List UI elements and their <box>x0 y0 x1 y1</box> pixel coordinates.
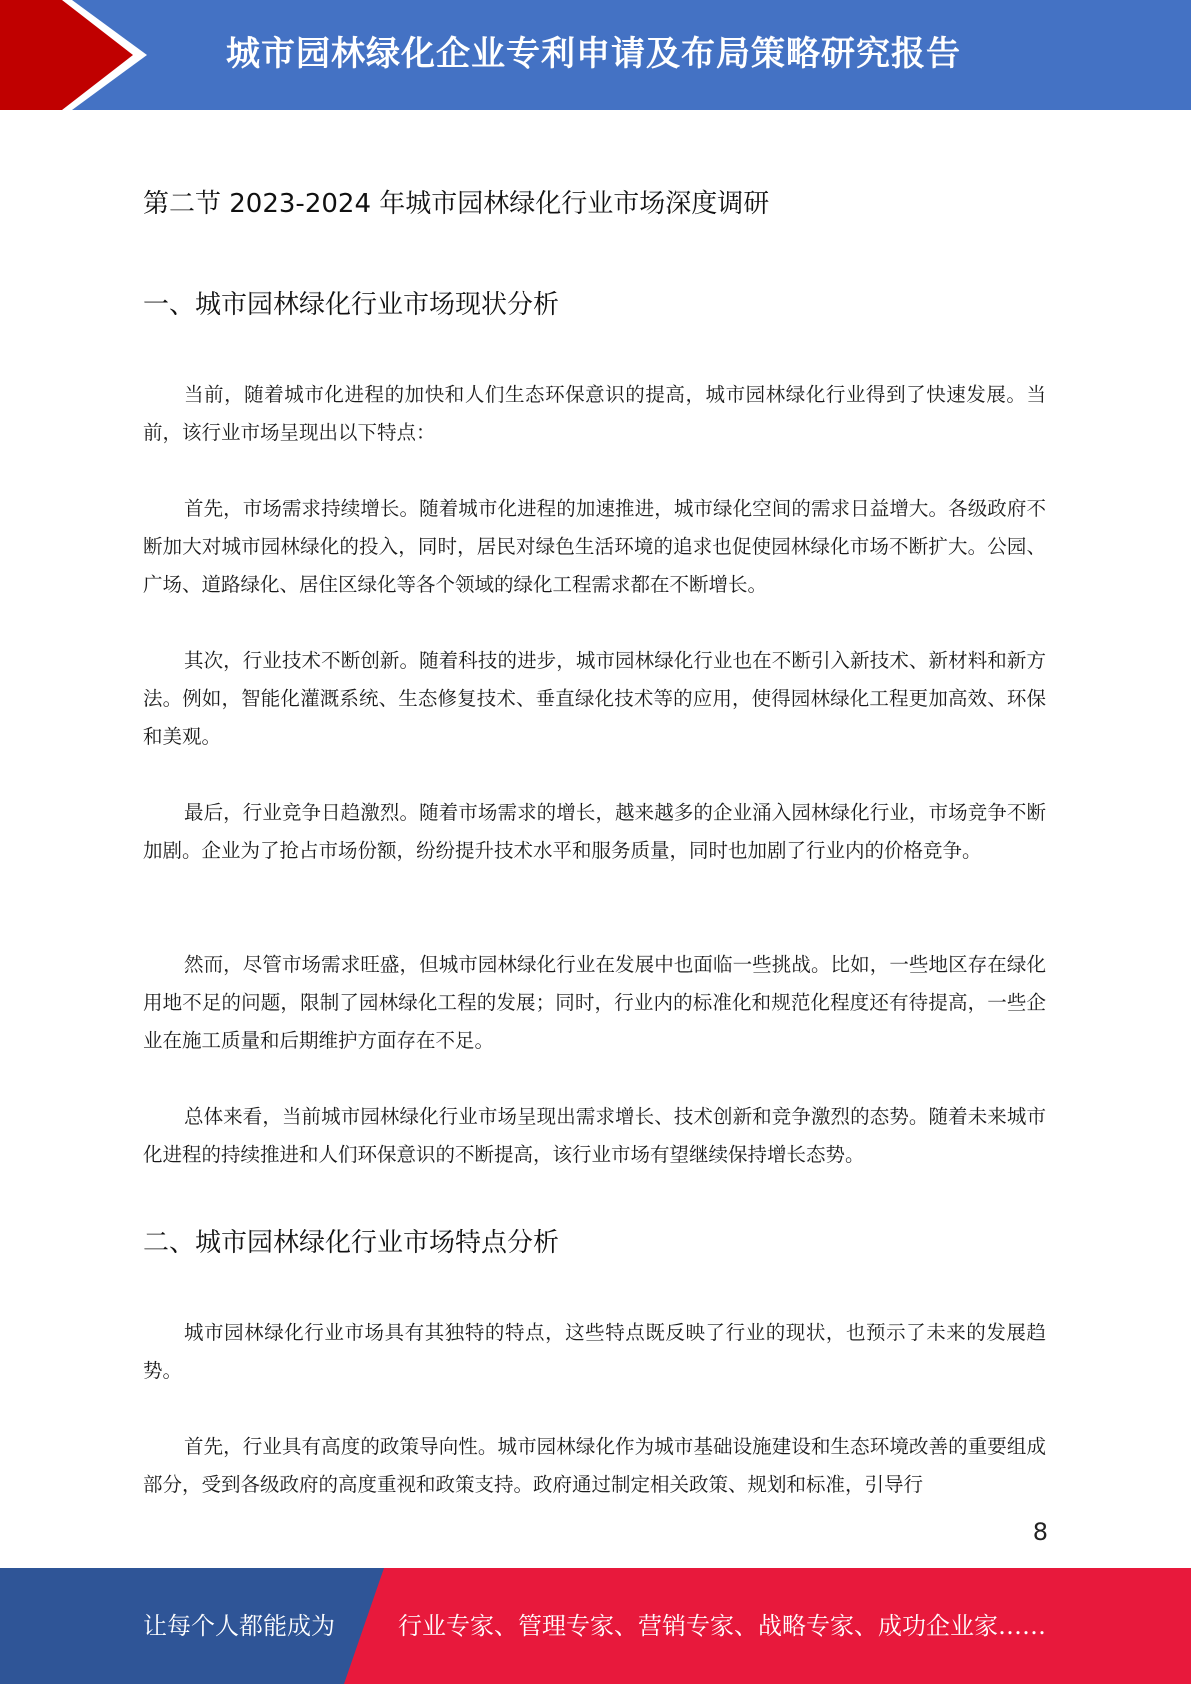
report-title: 城市园林绿化企业专利申请及布局策略研究报告 <box>226 34 961 74</box>
subsection-heading-2: 二、城市园林绿化行业市场特点分析 <box>143 1228 560 1258</box>
footer-slogan-right: 行业专家、管理专家、营销专家、战略专家、成功企业家…… <box>398 1612 1046 1640</box>
paragraph: 总体来看，当前城市园林绿化行业市场呈现出需求增长、技术创新和竞争激烈的态势。随着未来城市化进程的持续推进和人们环保意识的不断提高，该行业市场有望继续保持增长态势。 <box>143 1105 1046 1166</box>
footer-slogan-left: 让每个人都能成为 <box>143 1612 335 1640</box>
paragraph: 其次，行业技术不断创新。随着科技的进步，城市园林绿化行业也在不断引入新技术、新材料和新方法。例如，智能化灌溉系统、生态修复技术、垂直绿化技术等的应用，使得园林绿化工程更加高效、环保和美观。 <box>143 649 1046 748</box>
paragraph: 城市园林绿化行业市场具有其独特的特点，这些特点既反映了行业的现状，也预示了未来的发展趋势。 <box>143 1321 1046 1382</box>
header-banner <box>0 0 1191 110</box>
paragraph: 然而，尽管市场需求旺盛，但城市园林绿化行业在发展中也面临一些挑战。比如，一些地区存在绿化用地不足的问题，限制了园林绿化工程的发展；同时，行业内的标准化和规范化程度还有待提高，一些企业在施工质量和后期维护方面存在不足。 <box>143 953 1046 1052</box>
subsection-heading-1: 一、城市园林绿化行业市场现状分析 <box>143 290 560 320</box>
footer-banner <box>0 1568 1191 1684</box>
paragraph: 当前，随着城市化进程的加快和人们生态环保意识的提高，城市园林绿化行业得到了快速发展。当前，该行业市场呈现出以下特点： <box>143 383 1046 444</box>
section-title: 第二节 2023-2024 年城市园林绿化行业市场深度调研 <box>143 189 770 219</box>
paragraph: 首先，行业具有高度的政策导向性。城市园林绿化作为城市基础设施建设和生态环境改善的重要组成部分，受到各级政府的高度重视和政策支持。政府通过制定相关政策、规划和标准，引导行 <box>143 1435 1046 1496</box>
page-number: 8 <box>1032 1518 1048 1546</box>
paragraph: 首先，市场需求持续增长。随着城市化进程的加速推进，城市绿化空间的需求日益增大。各级政府不断加大对城市园林绿化的投入，同时，居民对绿色生活环境的追求也促使园林绿化市场不断扩大。公园、广场、道路绿化、居住区绿化等各个领域的绿化工程需求都在不断增长。 <box>143 497 1046 596</box>
paragraph: 最后，行业竞争日趋激烈。随着市场需求的增长，越来越多的企业涌入园林绿化行业，市场竞争不断加剧。企业为了抢占市场份额，纷纷提升技术水平和服务质量，同时也加剧了行业内的价格竞争。 <box>143 801 1046 862</box>
